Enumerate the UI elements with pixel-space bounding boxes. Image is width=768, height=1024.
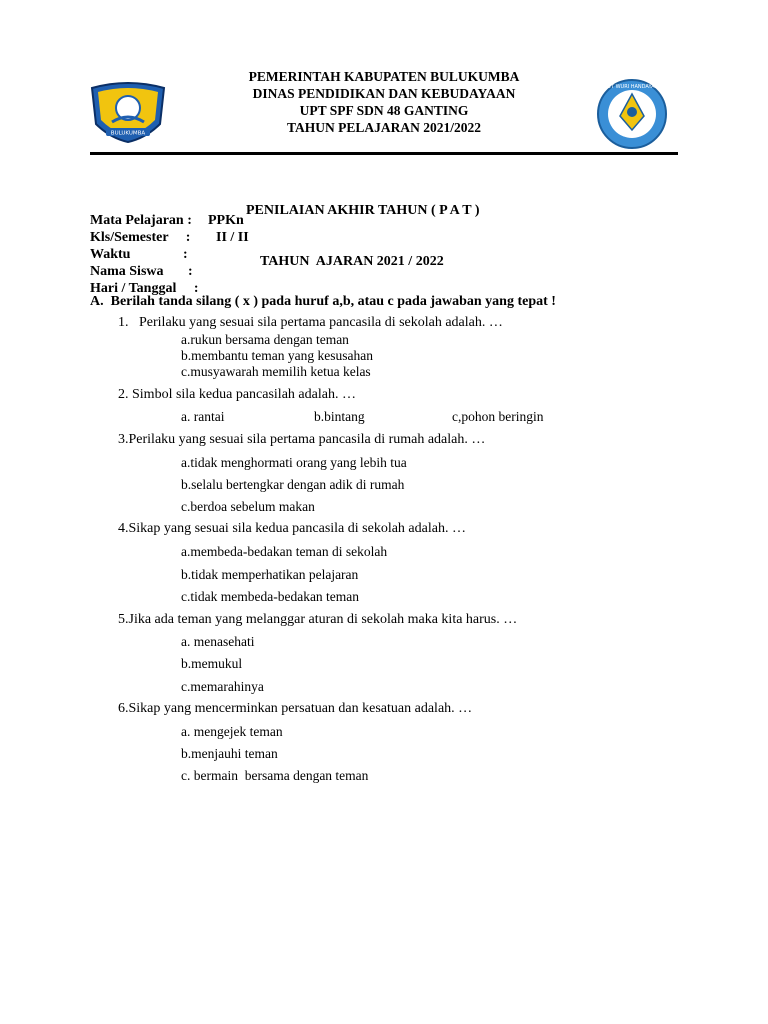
option-6c: c. bermain bersama dengan teman	[181, 768, 369, 783]
question-3: 3.Perilaku yang sesuai sila pertama pancasila di rumah adalah. …	[118, 432, 486, 447]
option-2c: c,pohon beringin	[452, 409, 544, 424]
question-4: 4.Sikap yang sesuai sila kedua pancasila di sekolah adalah. …	[118, 521, 466, 536]
letterhead-line: TAHUN PELAJARAN 2021/2022	[286, 120, 481, 135]
meta-label: Waktu :	[90, 247, 188, 262]
option-5c: c.memarahinya	[181, 679, 264, 694]
option-2a: a. rantai	[181, 409, 225, 424]
exam-title	[246, 168, 480, 287]
option-1a: a.rukun bersama dengan teman	[181, 332, 349, 347]
option-4b: b.tidak memperhatikan pelajaran	[181, 567, 359, 582]
option-6a: a. mengejek teman	[181, 724, 283, 739]
option-1c: c.musyawarah memilih ketua kelas	[181, 364, 371, 379]
letterhead-text	[200, 68, 568, 136]
meta-row-name	[90, 263, 249, 280]
option-5a: a. menasehati	[181, 634, 255, 649]
letterhead-line: UPT SPF SDN 48 GANTING	[299, 103, 469, 118]
letterhead-line: PEMERINTAH KABUPATEN BULUKUMBA	[248, 69, 520, 84]
bulukumba-crest-logo	[88, 82, 168, 144]
meta-label: Nama Siswa :	[90, 264, 193, 279]
option-3b: b.selalu bertengkar dengan adik di rumah	[181, 477, 405, 492]
meta-label: Kls/Semester :	[90, 230, 191, 245]
exam-title-line2: TAHUN AJARAN 2021 / 2022	[260, 254, 444, 269]
meta-row-class	[90, 229, 249, 246]
question-1: 1. Perilaku yang sesuai sila pertama pancasila di sekolah adalah. …	[118, 315, 503, 330]
option-3c: c.berdoa sebelum makan	[181, 499, 315, 514]
meta-label: Mata Pelajaran :	[90, 213, 192, 228]
option-2b: b.bintang	[314, 409, 365, 424]
tut-wuri-handayani-logo	[594, 78, 670, 150]
meta-row-time	[90, 246, 249, 263]
option-4c: c.tidak membeda-bedakan teman	[181, 589, 360, 604]
question-2: 2. Simbol sila kedua pancasilah adalah. …	[118, 387, 356, 402]
option-6b: b.menjauhi teman	[181, 746, 278, 761]
option-4a: a.membeda-bedakan teman di sekolah	[181, 544, 388, 559]
student-info	[90, 212, 249, 297]
meta-label: Hari / Tanggal :	[90, 281, 199, 296]
section-a-instruction: A. Berilah tanda silang ( x ) pada huruf a,b, atau c pada jawaban yang tepat !	[90, 294, 556, 309]
question-5: 5.Jika ada teman yang melanggar aturan di sekolah maka kita harus. …	[118, 612, 518, 627]
meta-row-subject	[90, 212, 249, 229]
question-6: 6.Sikap yang mencerminkan persatuan dan kesatuan adalah. …	[118, 701, 473, 716]
meta-value: II / II	[216, 230, 249, 245]
option-1b: b.membantu teman yang kesusahan	[181, 348, 373, 363]
letterhead	[0, 68, 768, 148]
letterhead-line: DINAS PENDIDIKAN DAN KEBUDAYAAN	[252, 86, 516, 101]
exam-title-line1: PENILAIAN AKHIR TAHUN ( P A T )	[246, 203, 480, 218]
meta-value: PPKn	[208, 213, 244, 228]
header-divider	[90, 152, 678, 155]
svg-text:BULUKUMBA: BULUKUMBA	[110, 130, 146, 137]
svg-text:TUT WURI HANDAYANI: TUT WURI HANDAYANI	[604, 84, 660, 90]
option-3a: a.tidak menghormati orang yang lebih tua	[181, 455, 407, 470]
option-5b: b.memukul	[181, 656, 243, 671]
